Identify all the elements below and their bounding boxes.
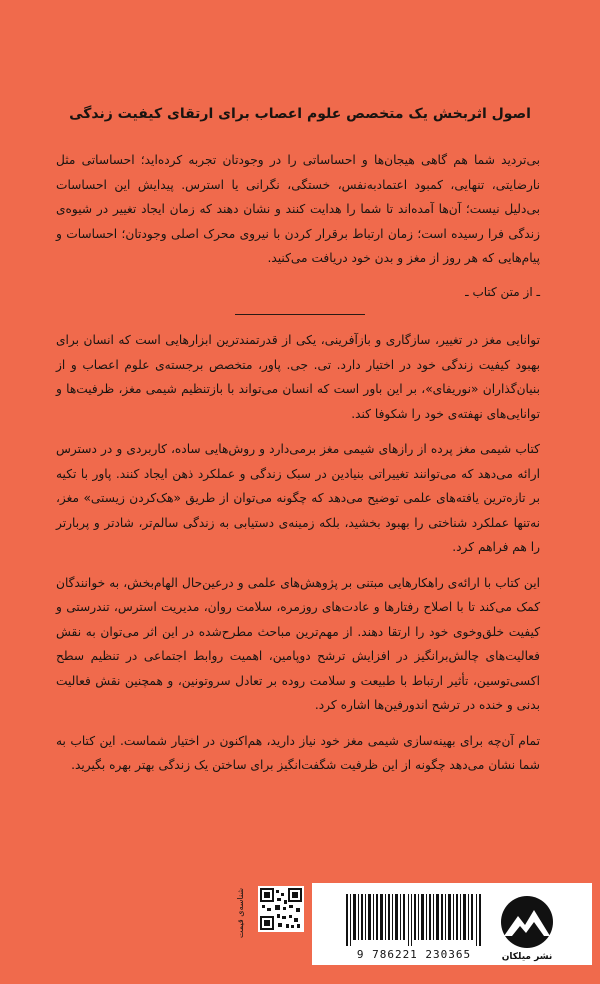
description-body: [56, 328, 540, 789]
description-paragraph: این کتاب با ارائه‌ی راهکارهایی مبتنی بر پژوهش‌های علمی و درعین‌حال الهام‌بخش، به خوانندگان کمک می‌کند تا با اصلاح رفتارها و عادت‌های روزمره، سلامت روان، مدیریت استرس، تندرستی و کیفیت خلق‌وخوی خود را ارتقا دهند. از مهم‌ترین مباحث مطرح‌شده در این اثر می‌توان به نقش فعالیت‌های چالش‌برانگیز در افزایش ترشح دوپامین، اهمیت روابط اجتماعی در تنظیم سطح اکسی‌توسین، تأثیر ارتباط با طبیعت و سلامت روده بر تعادل سروتونین، و همچنین نقش فعالیت بدنی و خنده در ترشح اندورفین‌ها اشاره کرد.: [56, 575, 540, 712]
barcode-icon: [344, 894, 484, 946]
price-id-label: شناسه‌ی قیمت: [236, 888, 245, 939]
qr-code-icon: [258, 886, 304, 932]
mountain-logo-icon: [492, 892, 562, 960]
divider-line: [235, 314, 365, 315]
description-paragraph: توانایی مغز در تغییر، سازگاری و بازآفرینی، یکی از قدرتمندترین ابزارهایی است که انسان برای بهبود کیفیت زندگی خود در اختیار دارد. تی. جی. پاور، متخصص برجسته‌ی علوم اعصاب و از بنیان‌گذاران «نوریفای»، بر این باور است که انسان می‌تواند با بازتنظیم شیمی مغز، ظرفیت‌ها و توانایی‌های نهفته‌ی خود را شکوفا کند.: [56, 333, 540, 421]
excerpt-quote: بی‌تردید شما هم گاهی هیجان‌ها و احساساتی را در وجودتان تجربه کرده‌اید؛ احساساتی مثل نارضایتی، تنهایی، کمبود اعتمادبه‌نفس، خستگی، نگرانی یا استرس. پیدایش این احساسات بی‌دلیل نیست؛ آن‌ها آمده‌اند تا شما را هدایت کنند و نشان دهند که زمان ایجاد تغییر در شیوه‌ی زندگی فرا رسیده است؛ زمان ارتباط برقرار کردن با نیروی محرک اصلی وجودتان؛ احساسات و پیام‌هایی که هر روز از مغز و بدن خود دریافت می‌کنید.: [56, 153, 540, 265]
description-paragraph: تمام آن‌چه برای بهینه‌سازی شیمی مغز خود نیاز دارید، هم‌اکنون در اختیار شماست. این کتاب به شما نشان می‌دهد چگونه از این ظرفیت شگفت‌انگیز برای ساختن یک زندگی بهتر بهره بگیرید.: [56, 733, 540, 772]
isbn-number: 9 786221 230365: [356, 948, 472, 961]
cover-headline: اصول اثربخش یک متخصص علوم اعصاب برای ارتقای کیفیت زندگی: [69, 106, 531, 122]
publisher-name: نشر میلکان: [501, 952, 553, 962]
description-paragraph: کتاب شیمی مغز پرده از رازهای شیمی مغز برمی‌دارد و روش‌هایی ساده، کاربردی و در دسترس ارائه می‌دهد که می‌توانند تغییراتی بنیادین در سبک زندگی و عملکرد ذهن ایجاد کنند. پاور با تکیه بر تازه‌ترین یافته‌های علمی توضیح می‌دهد که چگونه می‌توان از طریق «هک‌کردن زیستی» مغز، نه‌تنها عملکرد شناختی را بهبود بخشید، بلکه زمینه‌ی دستیابی به زندگی سالم‌تر، شادتر و پربارتر را هم فراهم کرد.: [56, 442, 540, 554]
excerpt-source: ـ از متن کتاب ـ: [465, 285, 540, 299]
